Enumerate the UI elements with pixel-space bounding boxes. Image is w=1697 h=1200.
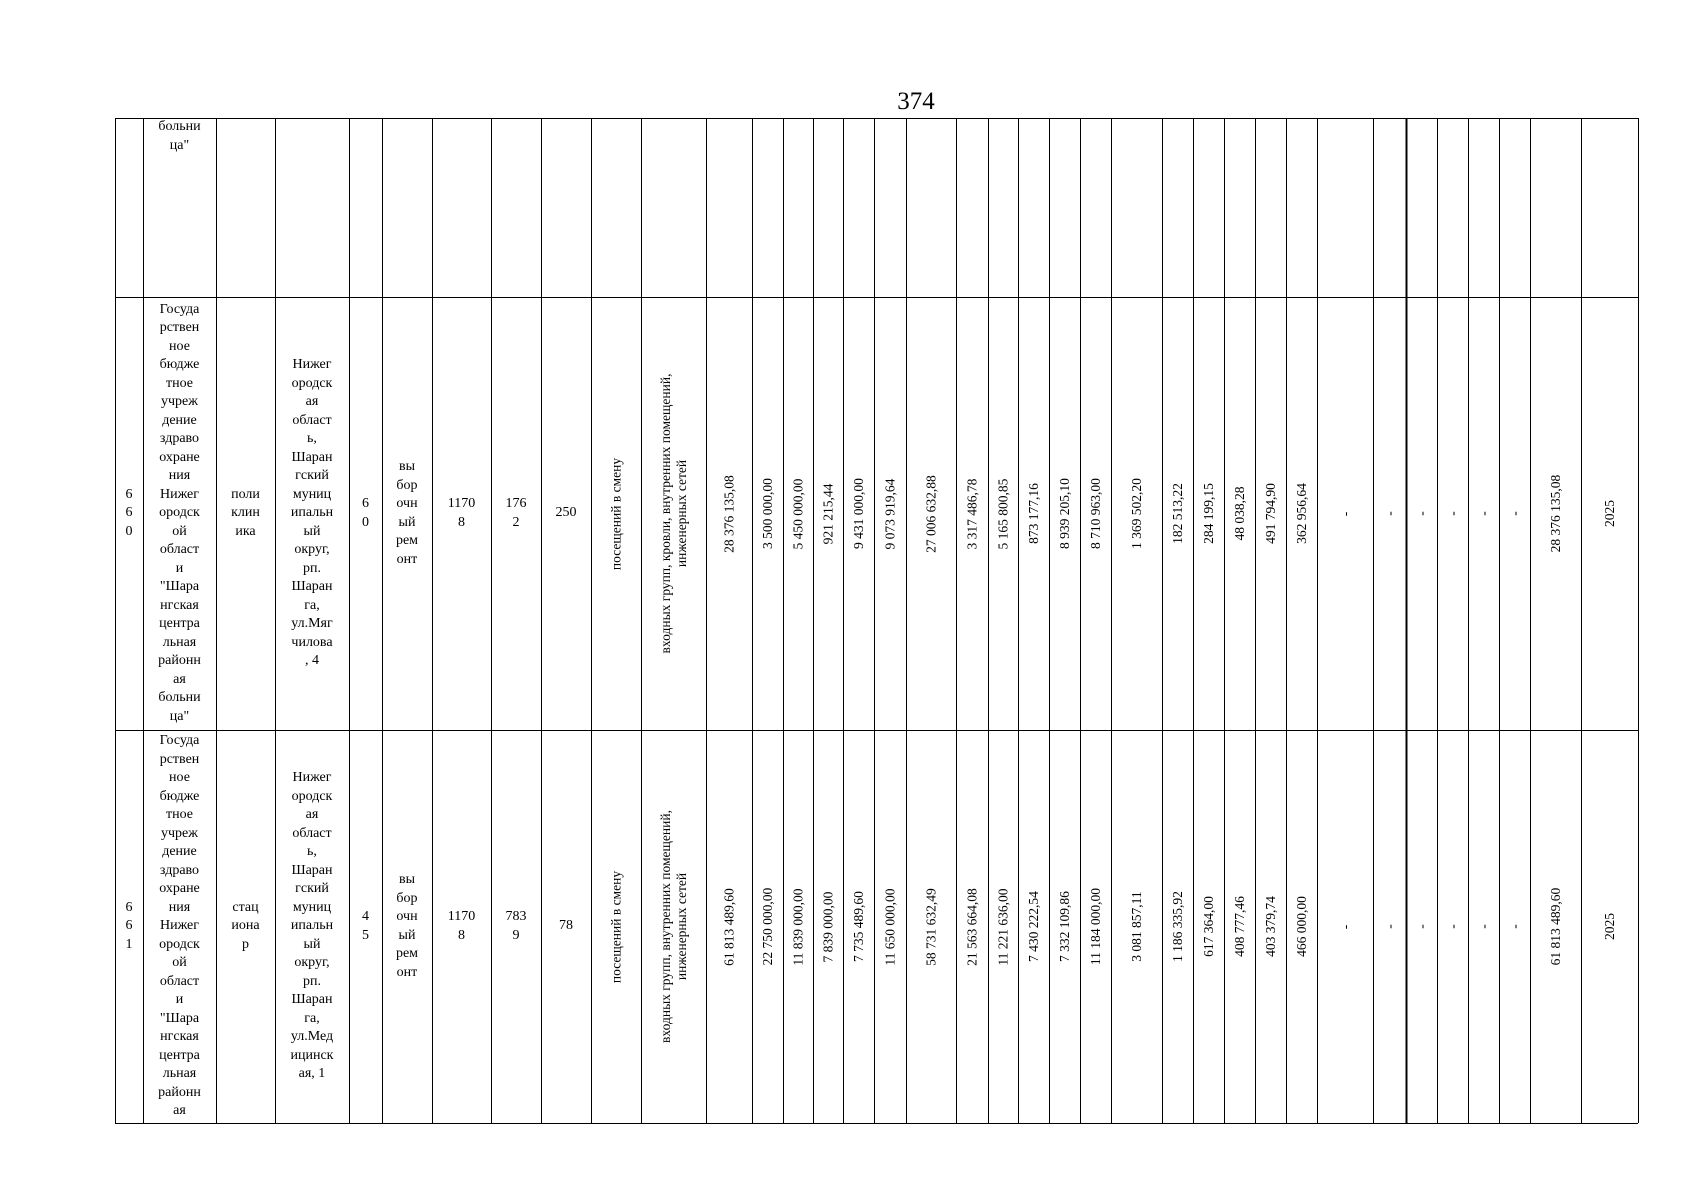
capacity-cell	[541, 730, 591, 1123]
amount-cell: -	[1381, 511, 1397, 516]
amount-cell: 1 369 502,20	[1128, 478, 1144, 549]
cell-col-7	[491, 730, 541, 1123]
amount-cell: -	[1506, 511, 1522, 516]
cell-col-4	[349, 118, 382, 297]
address-cell-text: Нижег ородск ая област ь, Шаран гский муниц ипальн ый округ, рп. Шаран га, ул.Мяг чилова , 4	[290, 357, 334, 669]
amount-cell: -	[1413, 511, 1429, 516]
amount-cell: 8 939 205,10	[1056, 478, 1072, 549]
cell-col-4-text: 4 5	[362, 909, 369, 943]
amount-cell	[874, 124, 906, 291]
amount-cell: 182 513,22	[1169, 483, 1185, 544]
amount-cell	[1018, 124, 1049, 291]
amount-cell	[813, 124, 843, 291]
amount-cell: 27 006 632,88	[923, 474, 938, 553]
amount-cell: -	[1475, 511, 1491, 516]
amount-cell: 61 813 489,60	[1547, 887, 1563, 966]
cell-col-4	[349, 730, 382, 1123]
work-type-cell-text: вы бор очн ый рем онт	[395, 459, 419, 567]
cell-col-7	[491, 297, 541, 730]
work-type-cell	[382, 297, 432, 730]
capacity-unit-cell: посещений в смену	[608, 870, 623, 983]
amount-cell: 7 839 000,00	[820, 891, 835, 962]
cell-col-4-text: 6 0	[362, 496, 369, 530]
works-description-cell: входных групп, кровли, внутренних помещений, инженерных сетей	[657, 373, 689, 654]
amount-cell: -	[1381, 924, 1397, 929]
amount-cell: -	[1337, 511, 1352, 516]
amount-cell	[956, 124, 988, 291]
amount-cell: 58 731 632,49	[923, 887, 938, 966]
cell-col-6-text: 1170 8	[447, 909, 476, 943]
institution-name-cell	[143, 297, 216, 730]
amount-cell: 617 364,00	[1200, 896, 1216, 957]
amount-cell: 873 177,16	[1025, 483, 1041, 544]
amount-cell	[1317, 124, 1373, 291]
institution-name-cell-text: больни ца"	[158, 119, 201, 153]
cell-col-7-text: 176 2	[505, 496, 527, 530]
institution-name-cell-text: Госуда рствен ное бюдже тное учреж дение здраво охране ния Нижег ородск ой област и "Шара нгская центра льная районн ая больни ца"	[158, 301, 201, 724]
object-type-cell	[216, 118, 275, 297]
amount-cell	[1437, 124, 1468, 291]
year-cell: 2025	[1601, 913, 1617, 940]
amount-cell: -	[1444, 511, 1460, 516]
amount-cell	[1530, 124, 1581, 291]
amount-cell: -	[1506, 924, 1522, 929]
amount-cell: 921 215,44	[820, 483, 835, 544]
amount-cell	[1468, 124, 1499, 291]
address-cell	[275, 118, 349, 297]
work-type-cell	[382, 730, 432, 1123]
amount-cell	[706, 124, 752, 291]
amount-cell: 3 317 486,78	[964, 478, 979, 549]
address-cell	[275, 297, 349, 730]
amount-cell	[1499, 124, 1530, 291]
capacity-cell	[541, 118, 591, 297]
row-number-cell-text: 6 6 1	[125, 899, 133, 952]
amount-cell: 11 184 000,00	[1087, 887, 1103, 966]
amount-cell: 8 710 963,00	[1087, 478, 1103, 549]
cell-col-6-text: 1170 8	[447, 496, 476, 530]
amount-cell: -	[1444, 924, 1460, 929]
row-number-cell-text: 6 6 0	[125, 486, 133, 539]
work-type-cell-text: вы бор очн ый рем онт	[395, 872, 419, 980]
amount-cell: 408 777,46	[1231, 896, 1247, 957]
capacity-unit-cell: посещений в смену	[608, 457, 623, 570]
amount-cell	[843, 124, 874, 291]
amount-cell: 28 376 135,08	[1547, 474, 1563, 553]
amount-cell	[1111, 124, 1162, 291]
year-cell: 2025	[1601, 500, 1617, 527]
amount-cell	[1049, 124, 1080, 291]
amount-cell: 466 000,00	[1293, 896, 1309, 957]
cell-col-7	[491, 118, 541, 297]
institution-name-cell-text: Госуда рствен ное бюдже тное учреж дение здраво охране ния Нижег ородск ой област и "Шара нгская центра льная районн ая	[158, 733, 201, 1119]
amount-cell	[1193, 124, 1224, 291]
row-number-cell	[115, 297, 143, 730]
amount-cell	[1286, 124, 1317, 291]
amount-cell: 362 956,64	[1293, 483, 1309, 544]
amount-cell	[1406, 124, 1437, 291]
institution-name-cell	[143, 730, 216, 1123]
amount-cell: 7 430 222,54	[1025, 891, 1041, 962]
amount-cell: 491 794,90	[1262, 483, 1278, 544]
amount-cell: 7 735 489,60	[850, 891, 866, 962]
cell-col-6	[432, 297, 491, 730]
amount-cell	[906, 124, 956, 291]
amount-cell: 3 081 857,11	[1128, 891, 1144, 962]
amount-cell: 11 221 636,00	[995, 887, 1010, 966]
amount-cell: 1 186 335,92	[1169, 891, 1185, 962]
amount-cell	[1224, 124, 1255, 291]
capacity-cell-text: 78	[559, 918, 573, 934]
year-cell	[1581, 124, 1638, 291]
cell-col-7-text: 783 9	[505, 909, 527, 943]
row-number-cell	[115, 118, 143, 297]
address-cell-text: Нижег ородск ая област ь, Шаран гский муниц ипальн ый округ, рп. Шаран га, ул.Мед ицинск ая, 1	[290, 770, 334, 1082]
amount-cell	[1080, 124, 1111, 291]
amount-cell: 11 839 000,00	[790, 887, 805, 966]
cell-col-6	[432, 118, 491, 297]
capacity-cell-text: 250	[555, 505, 577, 521]
amount-cell: 48 038,28	[1231, 486, 1247, 541]
amount-cell: 5 450 000,00	[790, 478, 805, 549]
works-description-cell	[641, 124, 706, 291]
capacity-unit-cell	[591, 124, 641, 291]
amount-cell	[783, 124, 813, 291]
amount-cell: 9 073 919,64	[882, 478, 897, 549]
capacity-cell	[541, 297, 591, 730]
cell-col-4	[349, 297, 382, 730]
object-type-cell	[216, 730, 275, 1123]
amount-cell: 21 563 664,08	[964, 887, 979, 966]
amount-cell: 61 813 489,60	[721, 887, 736, 966]
institution-name-cell	[143, 118, 216, 297]
amount-cell: -	[1475, 924, 1491, 929]
amount-cell	[988, 124, 1018, 291]
amount-cell: 5 165 800,85	[995, 478, 1010, 549]
works-description-cell: входных групп, внутренних помещений, инженерных сетей	[657, 810, 689, 1043]
amount-cell	[752, 124, 783, 291]
amount-cell: 3 500 000,00	[759, 478, 775, 549]
amount-cell: 7 332 109,86	[1056, 891, 1072, 962]
work-type-cell	[382, 118, 432, 297]
amount-cell: 22 750 000,00	[759, 887, 775, 966]
amount-cell: 9 431 000,00	[850, 478, 866, 549]
amount-cell	[1162, 124, 1193, 291]
object-type-cell	[216, 297, 275, 730]
amount-cell: 284 199,15	[1200, 483, 1216, 544]
row-number-cell	[115, 730, 143, 1123]
amount-cell: -	[1413, 924, 1429, 929]
cell-col-6	[432, 730, 491, 1123]
amount-cell	[1373, 124, 1406, 291]
object-type-cell-text: поли клин ика	[231, 486, 260, 539]
page-number: 374	[897, 88, 935, 115]
amount-cell: 28 376 135,08	[721, 474, 736, 553]
address-cell	[275, 730, 349, 1123]
amount-cell	[1255, 124, 1286, 291]
amount-cell: 11 650 000,00	[882, 887, 897, 966]
amount-cell: -	[1337, 924, 1352, 929]
amount-cell: 403 379,74	[1262, 896, 1278, 957]
object-type-cell-text: стац иона р	[231, 899, 260, 952]
